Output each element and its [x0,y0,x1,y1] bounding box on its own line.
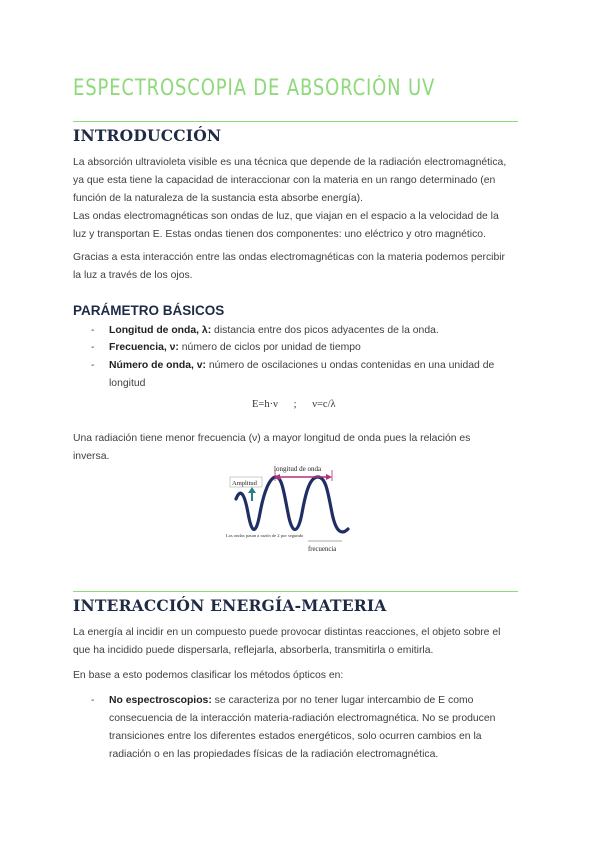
text-line: Las ondas electromagnéticas son ondas de luz, que viajan en el espacio a la velocidad de la [73,211,499,222]
param-term: Frecuencia, ν: [109,342,179,353]
param-term: Longitud de onda, λ: [109,325,212,336]
interaction-paragraph-2: En base a esto podemos clasificar los métodos ópticos en: [73,670,344,681]
method-desc-cont: consecuencia de la interacción materia-radiación electromagnética. No se producen [109,713,496,724]
text-line: inversa. [73,451,110,462]
wavelength-arrowhead-right [326,474,332,480]
method-desc-cont: transiciones entre los diferentes estados energéticos, solo ocurren cambios en la [109,731,482,742]
text-line: La absorción ultravioleta visible es una técnica que depende de la radiación electromagnética, [73,157,507,168]
wave-diagram [222,463,352,555]
param-term: Número de onda, v: [109,360,206,371]
intro-paragraph-1 [73,154,533,244]
title-divider [73,121,518,122]
frequency-label: frecuencia [308,546,337,553]
method-item [91,692,531,764]
param-item [91,322,531,340]
text-line: función de la naturaleza de la sustancia esta absorbe energía). [73,193,363,204]
interaction-heading: INTERACCIÓN ENERGÍA-MATERIA [73,596,387,615]
method-desc-cont: radiación o en las propiedades físicas de la radiación electromagnética. [109,749,439,760]
formula: E=h·ν ; ν=c/λ [252,399,336,410]
bullet-dash: - [91,325,95,336]
param-desc-cont: longitud [109,378,146,389]
frequency-note [73,430,533,466]
param-desc: número de oscilaciones u ondas contenidas en una unidad de [206,360,495,371]
bullet-dash: - [91,695,95,706]
bullet-dash: - [91,360,95,371]
text-line: Una radiación tiene menor frecuencia (ν) a mayor longitud de onda pues la relación es [73,433,471,444]
param-desc: número de ciclos por unidad de tiempo [178,342,361,353]
bullet-dash: - [91,342,95,353]
text-line: ya que esta tiene la capacidad de interaccionar con la materia en un rango determinado (en [73,175,496,186]
document-title: ESPECTROSCOPIA DE ABSORCIÓN UV [73,76,436,101]
param-item [91,339,531,357]
amplitude-arrowhead [248,487,256,493]
param-desc: distancia entre dos picos adyacentes de la onda. [211,325,439,336]
params-heading: PARÁMETRO BÁSICOS [73,303,225,318]
text-line: Gracias a esta interacción entre las ondas electromagnéticas con la materia podemos percibir [73,252,506,263]
method-desc: se caracteriza por no tener lugar intercambio de E como [211,695,474,706]
text-line: La energía al incidir en un compuesto puede provocar distintas reacciones, el objeto sobre el [73,627,501,638]
method-term: No espectroscopios: [109,695,212,706]
text-line: luz y transportan E. Estas ondas tienen dos componentes: uno eléctrico y otro magnético. [73,229,486,240]
intro-heading: INTRODUCCIÓN [73,126,222,145]
figure-caption: Las ondas pasan a razón de 2 por segundo [226,533,304,538]
section-divider [73,591,518,592]
interaction-paragraph-1 [73,624,533,660]
amplitude-label: Amplitud [232,480,257,487]
intro-paragraph-2 [73,249,533,285]
text-line: que ha incidido puede dispersarla, reflejarla, absorberla, transmitirla o emitirla. [73,645,434,656]
wavelength-label: longitud de onda [274,465,322,473]
param-item [91,357,531,393]
text-line: la luz a través de los ojos. [73,270,193,281]
